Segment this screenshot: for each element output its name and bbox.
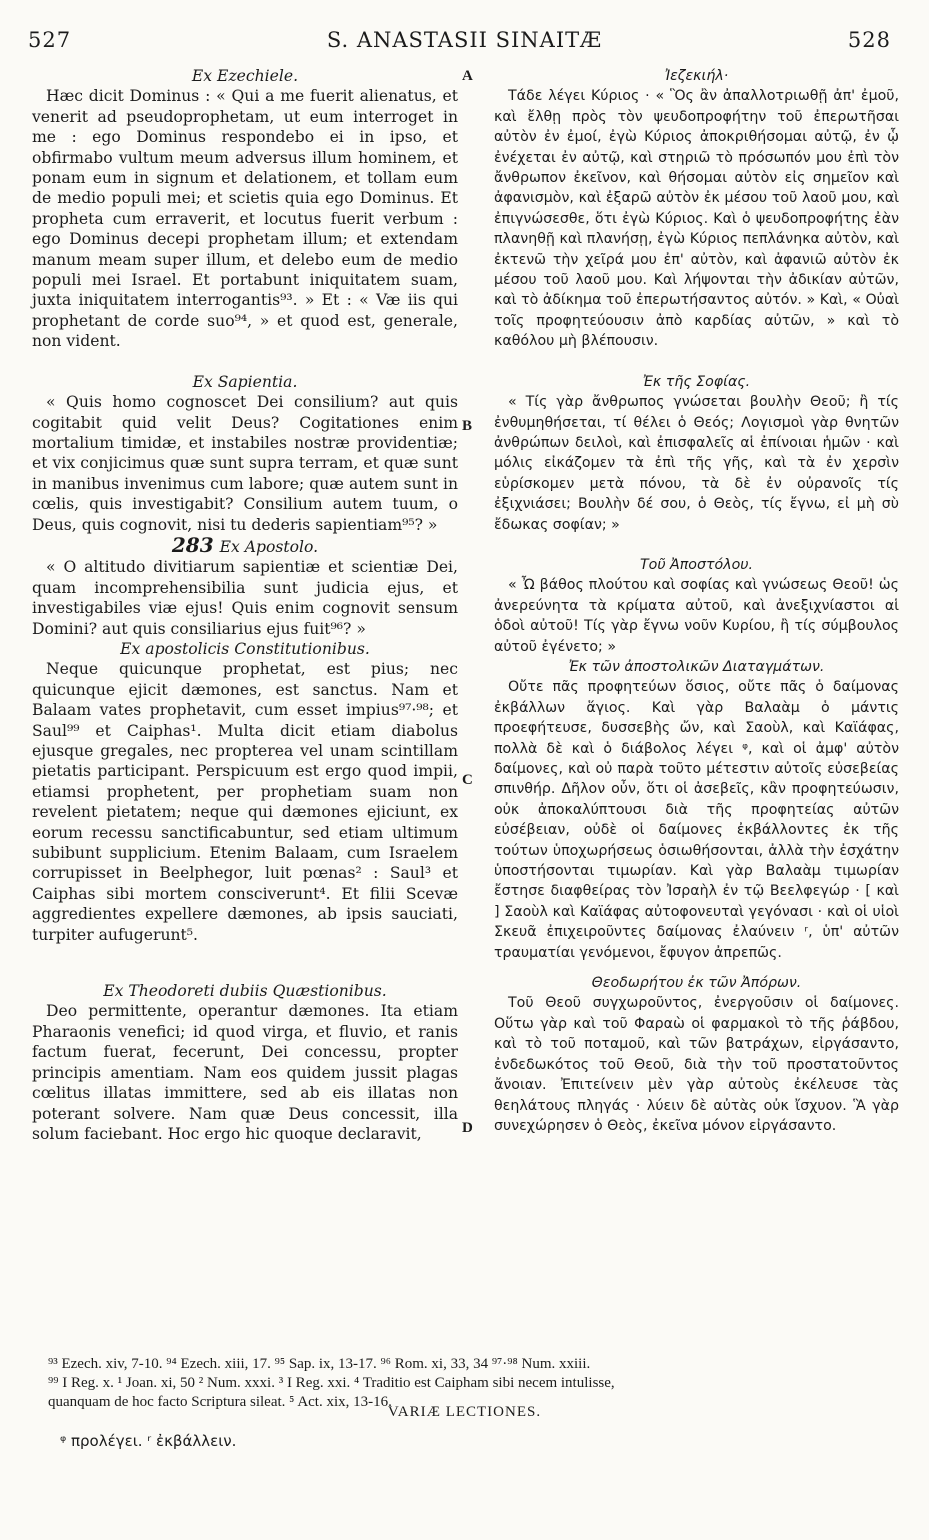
latin-paragraph-apostolo: « O altitudo divitiarum sapientiæ et scientiæ Dei, quam incomprehensibilia sunt judicia ejus, et investigabiles viæ ejus! Quis enim cognovit sensum Domini? aut quis consiliarius ejus fuit⁹⁶? » [32, 558, 458, 638]
greek-heading-sapientia: Ἐκ τῆς Σοφίας. [642, 373, 751, 390]
greek-paragraph-apostolo: « Ὦ βάθος πλούτου καὶ σοφίας καὶ γνώσεως Θεοῦ! ὡς ἀνερεύνητα τὰ κρίματα αὐτοῦ, καὶ ἀνεξιχνίαστοι αἱ ὁδοὶ αὐτοῦ! Τίς γὰρ ἔγνω νοῦν Κυρίου, ἢ τίς σύμβουλος αὐτοῦ ἐγένετο; » [494, 577, 899, 655]
greek-column [494, 66, 899, 1136]
footnote-line: ⁹³ Ezech. xiv, 7-10. ⁹⁴ Ezech. xiii, 17. ⁹⁵ Sap. ix, 13-17. ⁹⁶ Rom. xi, 33, 34 ⁹⁷·⁹⁸ Num. xxiii. [48, 1356, 591, 1372]
page-number-left: 527 [28, 28, 72, 52]
column-number: 283 [171, 532, 214, 557]
latin-heading-constitutiones: Ex apostolicis Constitutionibus. [120, 639, 370, 658]
greek-paragraph-constitutiones: Οὔτε πᾶς προφητεύων ὅσιος, οὔτε πᾶς ὁ δαίμονας ἐκβάλλων ἅγιος. Καὶ γὰρ Βαλαὰμ ὁ μάντις προεφήτευσε, δυσσεβὴς ὤν, καὶ Σαοὺλ, καὶ Καϊάφας, πολλὰ δὲ καὶ ὁ διάβολος λέγει ᵠ, καὶ οἱ ἀμφ' αὐτὸν δαίμονες, καὶ οὐ παρὰ τοῦτο μέτεστιν αὐτοῖς εὐσεβείας σπινθήρ. Δῆλον οὖν, ὅτι οἱ ἀσεβεῖς, κἂν προφητεύωσιν, οὐκ ἀποκαλύπτουσι διὰ τῆς προφητείας αὐτῶν εὐσέβειαν, οὐδὲ οἱ δαίμονες ἐκβάλλοντες ἐκ τῆς τούτων ὑποχωρήσεως ὁσιωθήσονται, ἀλλὰ τὴν ἐσχάτην ὑποστήσονται τιμωρίαν. Καὶ γὰρ Βαλαὰμ τιμωρίαν ἔστησε διαφθείρας τὸν Ἰσραὴλ ἐν τῷ Βεελφεγώρ · [ καὶ ] Σαοὺλ καὶ Καϊάφας αὐτοφονευταὶ γεγόνασι · καὶ οἱ υἱοὶ Σκευᾶ ἐπιχειροῦντες δαίμονας ἐλαύνειν ʳ, ὑπ' αὐτῶν τραυματίαι γενόμενοι, ἔφυγον ἀπρεπῶς. [494, 679, 899, 961]
latin-heading-sapientia: Ex Sapientia. [192, 372, 298, 391]
latin-heading-ezechiel: Ex Ezechiele. [191, 67, 299, 85]
greek-paragraph-theodoreti: Τοῦ Θεοῦ συγχωροῦντος, ἐνεργοῦσιν οἱ δαίμονες. Οὕτω γὰρ καὶ τοῦ Φαραὼ οἱ φαρμακοὶ τὸ τῆς ῥάβδου, καὶ τὸ τοῦ ποταμοῦ, καὶ τῶν βατράχων, εἰργάσαντο, ἐνδεδωκότος τοῦ Θεοῦ, διὰ τὴν τοῦ προστατοῦντος ἄνοιαν. Ἐπιτείνειν μὲν γὰρ αὐτοὺς ἐκέλευσε τὰς θεηλάτους πληγάς · λύειν δὲ αὐτὰς οὐκ ἴσχυον. Ἃ γὰρ συνεχώρησεν ὁ Θεὸς, ἐκεῖνα μόνον εἰργάσαντο. [494, 995, 899, 1134]
greek-heading-constitutiones: Ἐκ τῶν ἀποστολικῶν Διαταγμάτων. [568, 658, 825, 675]
page-header [0, 28, 929, 58]
section-marker-b: B [462, 418, 473, 434]
latin-paragraph-constitutiones: Neque quicunque prophetat, est pius; nec quicunque ejicit dæmones, est sanctus. Nam et Balaam vates prophetavit, cum esset impius⁹⁷·⁹⁸; et Saul⁹⁹ et Caiphas¹. Multa dicit etiam diabolus ejusque gregales, nec propterea vel unam scintillam pietatis participant. Perspicuum est ergo quod impii, etiamsi prophetent, per prophetiam suam non revelent pietatem; neque qui dæmones ejiciunt, ex eorum recessu sanctificabuntur, sed etiam ultimum subibunt supplicium. Etenim Balaam, cum Israelem corrupisset in Beelphegor, luit pœnas² : Saul³ et Caiphas sibi mortem consciverunt⁴. Et filii Scevæ aggredientes expellere dæmones, ab ipsis sauciati, turpiter aufugerunt⁵. [32, 660, 458, 944]
section-marker-c: C [462, 772, 473, 788]
footnote-line: quanquam de hoc facto Scriptura sileat. ⁵ Act. xix, 13-16. [48, 1394, 392, 1410]
latin-paragraph-sapientia: « Quis homo cognoscet Dei consilium? aut quis cogitabit quid velit Deus? Cogitationes enim mortalium timidæ, et instabiles nostræ providentiæ; et vix conjicimus quæ sunt supra terram, et quæ sunt in manibus invenimus cum labore; quæ autem sunt in cœlis, quis investigabit? Consilium autem tuum, o Deus, quis cognovit, nisi tu dederis sapientiam⁹⁵? » [32, 393, 458, 534]
latin-heading-theodoreti: Ex Theodoreti dubiis Quæstionibus. [103, 982, 387, 1001]
latin-column [32, 66, 458, 1144]
variae-lectiones-notes: ᵠ προλέγει. ʳ ἐκβάλλειν. [60, 1432, 237, 1450]
latin-paragraph-ezechiel: Hæc dicit Dominus : « Qui a me fuerit alienatus, et venerit ad pseudoprophetam, ut eum interroget in me : ego Dominus respondebo ei in ipso, et obfirmabo vultum meum adversus illum hominem, et ponam eum in signum et delationem, et tollam eum de medio populi mei; et scietis quia ego Dominus. Et propheta cum erraverit, et locutus fuerit verbum : ego Dominus decepi prophetam illum; et extendam manum meam super illum, et delebo eum de medio populi mei Israel. Et portabunt iniquitatem suam, juxta iniquitatem interrogantis⁹³. » Et : « Væ iis qui prophetant de corde suo⁹⁴, » et quod est, generale, non vident. [32, 87, 458, 351]
latin-paragraph-theodoreti: Deo permittente, operantur dæmones. Ita etiam Pharaonis venefici; id quod virga, et fluvio, et ranis factum fuerat, fecerunt, Dei concessu, propter principis amentiam. Nam eos quidem jussit plagas cœlitus illatas immittere, sed ab eis illatas non poterant solvere. Nam quæ Deus concessit, illa solum faciebant. Hoc ergo hic quoque declaravit, [32, 1002, 458, 1143]
latin-heading-apostolo [32, 532, 458, 557]
latin-heading-apostolo-text: Ex Apostolo. [219, 537, 319, 556]
greek-paragraph-sapientia: « Τίς γὰρ ἄνθρωπος γνώσεται βουλὴν Θεοῦ; ἢ τίς ἐνθυμηθήσεται, τί θέλει ὁ Θεός; Λογισμοὶ γὰρ θνητῶν ἀνθρώπων δειλοὶ, καὶ ἐπισφαλεῖς αἱ ἐπίνοιαι ἡμῶν · καὶ μόλις εἰκάζομεν τὰ ἐπὶ τῆς γῆς, καὶ τὰ ἐν χερσὶν εὑρίσκομεν μετὰ πόνου, τὰ δὲ ἐν οὐρανοῖς τίς ἐξιχνιάσει; Βουλὴν δέ σου, ὁ Θεὸς, τίς ἔγνω, εἰ μὴ σὺ ἔδωκας σοφίαν; » [494, 394, 899, 533]
greek-paragraph-ezechiel: Τάδε λέγει Κύριος · « Ὃς ἂν ἀπαλλοτριωθῇ ἀπ' ἐμοῦ, καὶ ἔλθῃ πρὸς τὸν ψευδοπροφήτην τοῦ ἐπερωτῆσαι αὐτὸν ἐν ἐμοί, ἐγὼ Κύριος ἀποκριθήσομαι αὐτῷ, ἐν ᾧ ἐνέχεται ἐν αὐτῷ, καὶ στηριῶ τὸ πρόσωπόν μου ἐπὶ τὸν ἄνθρωπον ἐκεῖνον, καὶ θήσομαι αὐτὸν εἰς σημεῖον καὶ ἀφανισμὸν, καὶ ἐξαρῶ αὐτὸν ἐκ μέσου τοῦ λαοῦ μου, καὶ ἐπιγνώσεσθε, ὅτι ἐγὼ Κύριος. Καὶ ὁ ψευδοπροφήτης ἐὰν πλανηθῇ καὶ πλανήσῃ, ἐγὼ Κύριος πεπλάνηκα αὐτὸν, καὶ ἐκτενῶ τὴν χεῖρά μου ἐπ' αὐτὸν, καὶ ἀφανιῶ αὐτὸν ἐκ μέσου τοῦ λαοῦ μου. Καὶ λήψονται τὴν ἀδικίαν αὐτῶν, καὶ τὸ ἀδίκημα τοῦ ἐπερωτήσαντος αὐτόν. » Καὶ, « Οὐαὶ τοῖς προφητεύουσιν ἀπὸ καρδίας αὐτῶν, » καὶ τὸ καθόλου μὴ βλέπουσιν. [494, 88, 899, 350]
variae-lectiones-title: VARIÆ LECTIONES. [387, 1404, 542, 1420]
greek-heading-apostolo: Τοῦ Ἀποστόλου. [639, 556, 753, 573]
section-marker-a: A [462, 68, 473, 84]
running-title: S. ANASTASII SINAITÆ [326, 28, 603, 52]
section-marker-d: D [462, 1120, 473, 1136]
footnote-line: ⁹⁹ I Reg. x. ¹ Joan. xi, 50 ² Num. xxxi. ³ I Reg. xxi. ⁴ Traditio est Caipham sibi necem intulisse, [48, 1375, 615, 1391]
greek-heading-ezechiel: Ἰεζεκιήλ· [664, 68, 729, 84]
greek-heading-theodoreti: Θεοδωρήτου ἐκ τῶν Ἀπόρων. [591, 975, 802, 992]
page-number-right: 528 [847, 28, 891, 52]
